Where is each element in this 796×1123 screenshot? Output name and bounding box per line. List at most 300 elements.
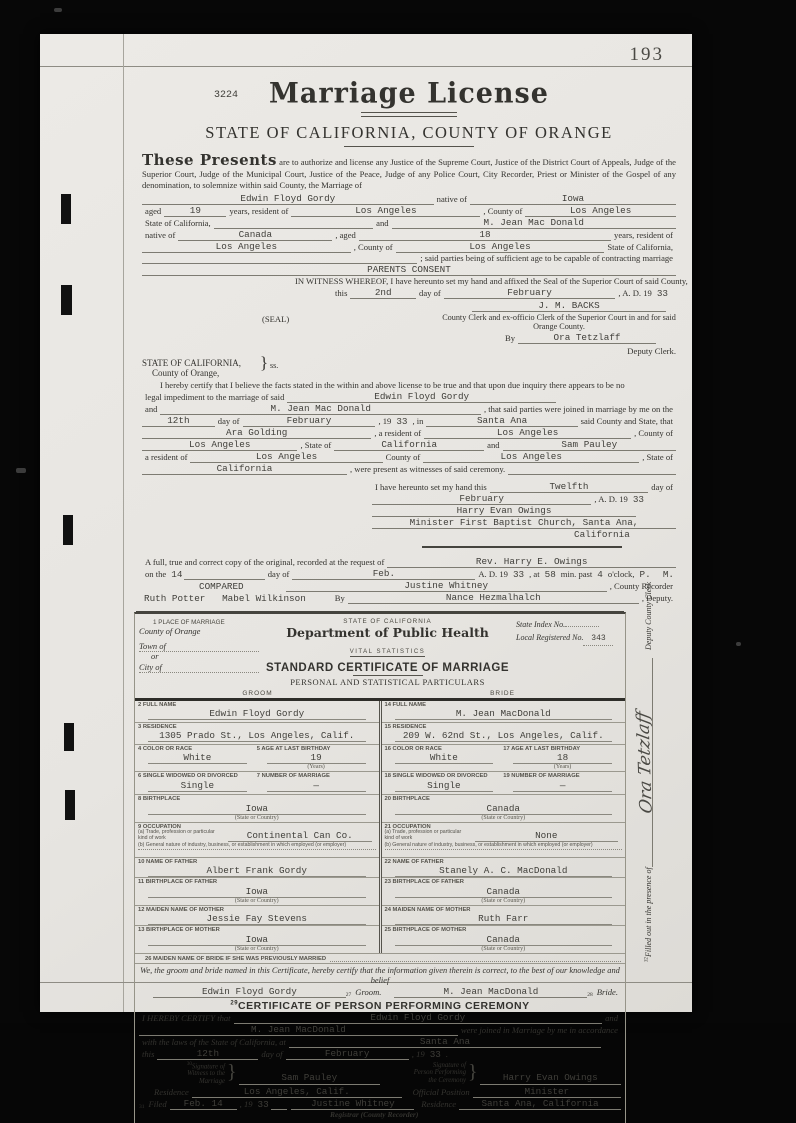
subtitle-underline [344,146,474,147]
cell-label: 9 OCCUPATION [138,823,181,830]
grid-cell [135,701,379,723]
grid-cell [382,878,626,906]
printed-text: native of [436,193,467,204]
printed-text: County of [385,451,421,462]
form-fill-value: 12th [157,1048,258,1060]
cell-value: Ruth Farr [395,913,613,925]
typed-text: 14 [171,568,183,580]
cell-sublabel: (b) General nature of industry, business, or establishment in which employed (or employer) [385,843,623,850]
cell-label: 11 BIRTHPLACE OF FATHER [138,879,218,885]
cell-value: Stanely A. C. MacDonald [395,865,613,877]
printed-text: and [487,439,500,450]
cell-value: White [395,752,494,764]
form-fill-value: Minister First Baptist Church, Santa Ana, [372,517,676,529]
cell-label: 8 BIRTHPLACE [138,796,181,802]
form-line [139,1086,621,1098]
printed-text: said County and State, that [580,415,673,426]
printed-text: o'clock, [607,568,635,579]
typed-text: P. [639,568,651,580]
grid-cell [382,906,626,927]
document-page [40,34,692,1119]
grid-cell [382,823,626,858]
venue-block [142,352,342,378]
printed-text-italic: this [142,1049,155,1059]
filed-line [135,1098,625,1110]
bride-column-header: BRIDE [490,689,515,697]
cell-label: 13 BIRTHPLACE OF MOTHER [138,927,220,933]
grid-cell [135,926,379,953]
cell-label: 22 NAME OF FATHER [384,858,444,865]
form-fill-value: Canada [178,229,332,241]
form-fill-value: 12th [142,415,215,427]
deputy-clerk-signature: Ora Tetzlaff [633,709,657,816]
form-line [442,332,676,344]
printed-text: , a resident of [374,427,422,438]
printed-text: , in [412,415,424,426]
printed-text: A full, true and correct copy of the original, recorded at the request of [145,556,385,567]
venue-brace: } [260,352,269,372]
grid-cell [135,858,379,879]
typed-text: COMPARED [199,580,244,592]
printed-text-italic: and [605,1013,618,1023]
form-fill-value: Ara Golding [142,427,371,439]
form-line [142,463,676,475]
groom-bride-bar [135,690,625,701]
printed-text [653,569,661,580]
cell-label: 14 FULL NAME [384,701,426,708]
cell-label: 4 COLOR OR RACE [138,745,193,752]
ledger-top-rule [40,66,692,67]
certificate-header [135,614,625,687]
printed-text: , were present as witnesses of said ceremony. [349,463,506,474]
city-of-field: City of [139,663,259,673]
margin-title: Deputy County Clerk [644,582,653,650]
certificate-title-underline [353,675,423,676]
printed-text: a resident of [145,451,188,462]
printed-text: , County Recorder [609,580,673,591]
form-fill-value: Santa Ana, California [459,1098,621,1110]
printed-text-italic: day of [261,1049,283,1059]
local-reg-value: 343 [583,632,613,646]
form-line [142,287,676,299]
printed-text: , County of [353,241,393,252]
form-fill-value: Los Angeles [142,439,297,451]
grid-cell [382,858,626,879]
certification-paragraph: I hereby certify that I believe the facts stated in the within and above license to be true and that upon due inquiry there appears to be no [160,379,625,390]
form-line [139,1098,621,1110]
binding-mark [64,723,74,751]
cell-label: 7 NUMBER OF MARRIAGE [256,773,330,779]
grid-cell [382,745,626,773]
form-line [142,403,676,415]
printed-text: I have hereunto set my hand this [375,481,487,492]
cell-value: — [267,780,366,792]
local-reg-label: Local Registered No. [516,632,584,642]
opening-lead: These Presents [142,151,277,169]
form-fill-value: February [372,493,591,505]
cell-sublabel: (a) Trade, profession or particular kind of work [138,829,215,842]
seal-label: (SEAL) [262,313,290,324]
attestation-signatures [135,986,625,998]
form-fill-value: 19 [164,205,226,217]
witness-signature-row [135,1060,625,1086]
printed-text: years, resident of [614,229,673,240]
form-fill-value: February [286,1048,409,1060]
form-fill-value: California [142,463,347,475]
form-fill-value: Harry Evan Owings [372,505,636,517]
form-line [372,517,676,529]
cell-sublabel: (a) Trade, profession or particular kind of work [384,829,462,842]
binding-mark [61,285,72,315]
groom-column [135,701,382,953]
printed-text-italic: Filed [148,1098,167,1109]
form-line [142,205,676,217]
form-fill-value: Edwin Floyd Gordy [153,986,346,998]
form-line [142,592,676,604]
seal-row [142,300,676,344]
recorder-block [142,556,676,604]
cell-value: Canada [395,934,613,946]
ss-abbreviation: ss. [270,360,279,370]
groom-column-header: GROOM [242,689,273,697]
opening-paragraph [142,151,676,192]
heading-superscript: 29 [230,1000,239,1007]
form-line [372,505,676,517]
printed-text: IN WITNESS WHEREOF, I have hereunto set my hand and affixed the Seal of the Superior Court of said County, [295,275,688,286]
row26-field [330,961,621,962]
printed-text-italic: , 19 [411,1049,425,1059]
form-fill-value: J. M. BACKS [472,300,666,312]
binding-mark [61,194,71,224]
department-name: Department of Public Health [286,624,489,640]
form-line [142,229,676,241]
cell-label: 23 BIRTHPLACE OF FATHER [384,879,464,885]
typed-text: 33 [429,1049,441,1060]
cell-value: Single [148,780,247,792]
printed-text: By [334,592,345,603]
or-label: or [151,650,159,661]
ceremony-lines [135,1012,625,1060]
cell-value: Albert Frank Gordy [148,865,366,877]
form-line [139,986,621,998]
place-of-marriage-block [139,618,259,687]
grid-cell [135,723,379,745]
cell-value: 19 [267,752,366,764]
form-line [372,493,676,505]
cell-value: Canada [395,886,613,898]
printed-text: , aged [335,229,356,240]
vertical-margin-note [633,582,657,962]
printed-text: , that said parties were joined in marriage by me on the [484,403,673,414]
form-fill-value: M. Jean Mac Donald [160,403,481,415]
cell-label: 25 BIRTHPLACE OF MOTHER [384,927,467,933]
performer-name: Harry Evan Owings [480,1072,621,1085]
page-number: 193 [629,44,664,65]
margin-note-label: $^{32}$Filled out in the presence of [644,867,653,962]
certificate-title: STANDARD CERTIFICATE OF MARRIAGE [265,661,509,674]
printed-text: , at [529,568,540,579]
cell-hint: (State or Country) [481,945,526,952]
form-line [142,264,676,276]
performer-signature [380,1061,621,1085]
form-fill-value: Nance Hezmalhalch [348,592,639,604]
clerk-signature-line [442,300,676,312]
form-fill-value: February [243,415,376,427]
cell-label: 2 FULL NAME [138,701,177,708]
state-line: STATE OF CALIFORNIA [343,617,432,625]
form-fill-value: Edwin Floyd Gordy [142,193,434,205]
printed-text-italic: Bride. [596,987,618,997]
form-line [139,1012,621,1024]
form-fill-value: 2nd [350,287,416,299]
form-fill-value: Feb. 14 [170,1098,237,1110]
typed-text: 33 [396,415,408,427]
printed-text-italic: I HEREBY CERTIFY that [142,1013,231,1023]
county-value: County of Orange [139,625,201,636]
printed-text-italic: . [445,1049,449,1059]
form-fill-value: Iowa [470,193,676,205]
cell-label: 10 NAME OF FATHER [138,858,198,865]
attestation-sentence: We, the groom and bride named in this Certificate, hereby certify that the information given therein is correct, to the best of our knowledge and belief [140,966,620,985]
cell-value: 18 [513,752,612,764]
printed-text: min. past [560,568,593,579]
cell-value: Iowa [148,934,366,946]
printed-text: , State of [300,439,332,450]
deputy-signature-line [442,332,676,344]
cell-label: 18 SINGLE WIDOWED OR DIVORCED [384,773,488,779]
town-of-field: Town of [139,642,259,652]
form-line [139,1048,621,1060]
cell-hint: (State or Country) [234,945,279,952]
cell-label: 24 MAIDEN NAME OF MOTHER [384,906,471,913]
cell-hint: (Years) [307,764,325,770]
form-fill-value: Los Angeles, Calif. [192,1086,402,1098]
witness-signature [139,1061,380,1085]
grid-cell [135,745,379,773]
form-fill-value: Edwin Floyd Gordy [287,391,556,403]
cell-label: 6 SINGLE WIDOWED OR DIVORCED [138,773,238,779]
title-underline [361,112,457,117]
cell-label: 17 AGE AT LAST BIRTHDAY [503,745,581,752]
typed-text: M. [662,568,674,580]
printed-text-italic: Residence [421,1098,457,1109]
form-fill-value: Santa Ana [426,415,577,427]
form-fill-value: Feb. [292,568,475,580]
ledger-margin-rule [123,34,124,1012]
form-line [142,193,676,205]
film-speck [54,8,62,12]
performer-label: Signature of Person Performing the Ceremony [413,1062,466,1084]
particulars-grid [135,701,625,953]
printed-text: By [505,332,516,343]
cell-hint: (State or Country) [234,897,279,904]
bride-column [382,701,626,953]
state-index-label: State Index No. [516,619,566,629]
typed-text: 33 [512,568,525,580]
form-fill-value: California [334,439,484,451]
license-body-lines [142,192,688,299]
form-fill-value: M. Jean MacDonald [139,1024,458,1036]
form-line [142,217,676,229]
film-speck [736,642,741,646]
grid-cell [382,926,626,953]
form-line [142,391,676,403]
printed-text: , A. D. 19 [594,493,628,504]
printed-text-italic: Official Position [412,1086,470,1097]
superscript-number: 28 [587,992,593,998]
form-fill-value: Los Angeles [423,451,639,463]
form-line [139,1024,621,1036]
printed-text-italic: Residence [154,1086,189,1097]
typed-text: California [574,528,630,540]
binding-mark [63,515,73,545]
printed-text: day of [217,415,240,426]
cell-value: 209 W. 62nd St., Los Angeles, Calif. [395,730,613,742]
printed-text: day of [651,481,673,492]
cell-value: White [148,752,247,764]
grid-cell [382,701,626,723]
venue-state: STATE OF CALIFORNIA, [142,357,242,368]
cell-value: Single [395,780,494,792]
cell-label: 21 OCCUPATION [384,823,431,830]
form-fill-value: Rev. Harry E. Owings [387,556,676,568]
cell-sublabel: (b) General nature of industry, business, or establishment in which employed (or employer) [138,843,376,850]
form-fill-value: M. Jean MacDonald [394,986,587,998]
cell-value: 1305 Prado St., Los Angeles, Calif. [148,730,366,742]
printed-text: , Deputy. [641,592,673,603]
form-fill-value: Los Angeles [424,427,631,439]
form-line [142,580,676,592]
form-fill-value: 18 [359,229,611,241]
vital-statistics-label: VITAL STATISTICS [349,648,426,655]
clerk-block [442,300,676,344]
form-fill-value: Edwin Floyd Gordy [234,1012,603,1024]
brace: } [468,1061,478,1084]
form-line [142,556,676,568]
printed-text: this [335,287,348,298]
printed-text: A. D. 19 [478,568,508,579]
printed-text: , A. D. 19 [618,287,652,298]
department-header [259,618,516,687]
document-title: Marriage License [269,77,549,110]
printed-text: and [145,403,158,414]
printed-text: day of [419,287,441,298]
form-fill-value: Sam Pauley [503,439,676,451]
grid-cell [135,795,379,823]
form-line [142,275,688,287]
typed-text: 33 [656,287,668,299]
form-line [442,300,676,312]
cell-label: 3 RESIDENCE [138,723,177,730]
form-line [139,1036,621,1048]
cell-value: M. Jean MacDonald [395,708,613,720]
form-fill-value: Justine Whitney [291,1098,414,1110]
cell-value: Continental Can Co. [228,830,372,842]
form-fill-value: PARENTS CONSENT [142,264,676,276]
deputy-clerk-label: Deputy Clerk. [627,345,676,356]
certification-lines [142,391,676,475]
printed-text: day of [267,568,290,579]
typed-text: Ruth Potter Mabel Wilkinson [144,592,306,604]
superscript-number: 27 [345,992,352,998]
form-fill-value: Santa Ana [289,1036,601,1048]
printed-text: aged [145,205,162,216]
brace: } [227,1061,237,1084]
form-fill-value: Los Angeles [291,205,480,217]
cell-label: 16 COLOR OR RACE [384,745,442,752]
grid-cell [135,906,379,927]
license-number: 3224 [214,90,239,101]
particulars-label: PERSONAL AND STATISTICAL PARTICULARS [290,676,485,687]
form-fill-value: Los Angeles [190,451,382,463]
place-label: 1 PLACE OF MARRIAGE [153,618,225,626]
cell-value: Iowa [148,803,366,815]
form-fill-value: Los Angeles [525,205,676,217]
printed-text: State of California, [607,241,673,252]
printed-text: native of [145,229,176,240]
typed-text: 58 [544,568,556,580]
grid-cell [382,795,626,823]
state-index-field [565,626,599,627]
cell-hint: (Years) [553,764,572,770]
cell-hint: (State or Country) [481,814,526,821]
cell-label: 19 NUMBER OF MARRIAGE [503,773,580,779]
form-fill-value [184,579,264,580]
form-line [142,439,676,451]
form-fill-value: Minister [473,1086,621,1098]
form-fill-value: Justine Whitney [286,580,607,592]
printed-text-italic: with the laws of the State of California, at [142,1037,286,1047]
cell-hint: (State or Country) [481,897,526,904]
form-fill-value: Los Angeles [396,241,605,253]
printed-text: ; said parties being of sufficient age to be capable of contracting marriage [420,252,673,263]
printed-text: and [376,217,389,228]
opening-text: are to authorize and license any Justice of the Supreme Court, Justice of the District Court of Appeals, Judge of the Superior Court, Judge of the Municipal Court, Justice of the Peace, Judge of any Police Court, City Recorder, Priest or Minister of the Gospel of any denomination, to solemnize within said County, the Marriage of [142,157,676,190]
cell-value: Jessie Fay Stevens [148,913,366,925]
film-speck [16,468,26,473]
printed-text: , State of [642,451,673,462]
cell-value: Edwin Floyd Gordy [148,708,366,720]
venue-county: County of Orange, [152,367,220,378]
typed-text: 33 [257,1098,269,1110]
printed-text-italic: Groom. [355,987,382,997]
printed-text: State of California, [145,217,211,228]
standard-certificate-box [134,612,626,1123]
cell-value: Canada [395,803,613,815]
cell-label: 15 RESIDENCE [384,723,427,730]
printed-text: legal impediment to the marriage of said [145,391,285,402]
residence-position-line [135,1086,625,1098]
printed-text: on the [145,568,167,579]
printed-text: , County of [634,427,673,438]
form-line [142,253,676,264]
form-line [142,568,676,580]
binding-mark [65,790,75,820]
form-fill-value [271,1109,288,1110]
cell-label: 20 BIRTHPLACE [384,796,430,802]
cell-label: 12 MAIDEN NAME OF MOTHER [138,906,224,913]
grid-cell [382,772,626,795]
cell-value: Iowa [148,886,366,898]
registrar-caption: Registrar (County Recorder) [330,1109,419,1119]
typed-text: 33 [632,493,644,505]
grid-cell [382,723,626,745]
superscript-number: 31 [139,1103,145,1110]
witness-label: $^{30}$Signature of Witness to the Marriage [186,1062,225,1085]
maiden-name-row [135,953,625,965]
document-subtitle: STATE OF CALIFORNIA, COUNTY OF ORANGE [205,123,613,142]
printed-text: years, resident of [229,205,289,216]
